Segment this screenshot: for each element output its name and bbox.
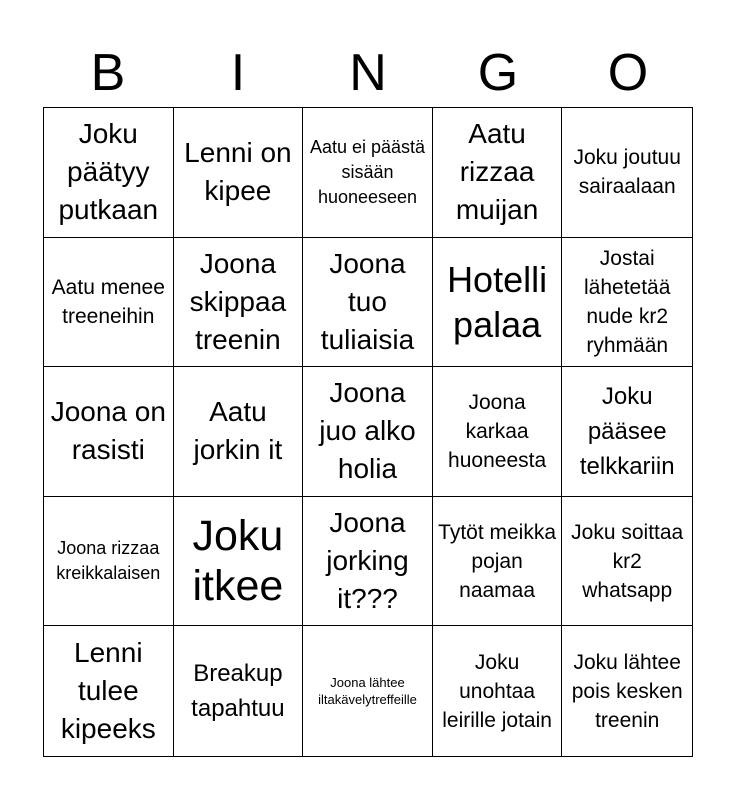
header-letter-g: G — [477, 44, 519, 102]
bingo-cell[interactable] — [44, 238, 174, 368]
cell-text: Joku lähtee pois kesken treenin — [571, 650, 683, 732]
bingo-cell[interactable] — [174, 108, 304, 238]
bingo-cell[interactable] — [562, 238, 692, 368]
bingo-cell[interactable] — [433, 367, 563, 497]
bingo-cell[interactable] — [174, 626, 304, 756]
cell-text: Joku pääsee telkkariin — [579, 382, 675, 480]
cell-text: Tytöt meikka pojan naamaa — [438, 520, 557, 602]
bingo-cell[interactable] — [44, 497, 174, 627]
bingo-cell[interactable] — [562, 367, 692, 497]
cell-text: Joona karkaa huoneesta — [448, 390, 547, 472]
cell-text: Lenni tulee kipeeks — [60, 637, 156, 745]
cell-text: Joku unohtaa leirille jotain — [442, 650, 552, 732]
cell-text: Breakup tapahtuu — [191, 660, 285, 723]
cell-text: Joku itkee — [192, 512, 284, 611]
cell-text: Joona lähtee iltakävelytreffeille — [318, 675, 417, 708]
bingo-cell[interactable] — [303, 497, 433, 627]
cell-text: Lenni on kipee — [184, 137, 292, 207]
header-letter-o: O — [607, 44, 649, 102]
cell-text: Joona rizzaa kreikkalaisen — [56, 538, 161, 584]
bingo-cell[interactable] — [562, 108, 692, 238]
header-letter-i: I — [230, 44, 246, 102]
cell-text: Joona skippaa treenin — [189, 247, 287, 355]
cell-text: Aatu rizzaa muijan — [455, 118, 539, 226]
bingo-cell[interactable] — [44, 626, 174, 756]
header-letter-b: B — [90, 44, 126, 102]
bingo-cell[interactable] — [174, 367, 304, 497]
bingo-cell[interactable] — [44, 367, 174, 497]
bingo-header — [43, 38, 693, 108]
bingo-cell[interactable] — [433, 108, 563, 238]
cell-text: Joku joutuu sairaalaan — [573, 146, 681, 199]
bingo-cell[interactable] — [303, 108, 433, 238]
header-letter-n: N — [349, 44, 387, 102]
bingo-cell[interactable] — [44, 108, 174, 238]
bingo-cell[interactable] — [174, 238, 304, 368]
bingo-cell[interactable] — [303, 238, 433, 368]
cell-text: Joku soittaa kr2 whatsapp — [571, 520, 684, 602]
cell-text: Aatu jorkin it — [193, 396, 283, 466]
bingo-board — [43, 107, 693, 757]
bingo-cell[interactable] — [433, 626, 563, 756]
bingo-cell[interactable] — [562, 626, 692, 756]
bingo-cell[interactable] — [433, 238, 563, 368]
cell-text: Aatu menee treeneihin — [51, 275, 165, 328]
bingo-cell[interactable] — [433, 497, 563, 627]
cell-text: Joona on rasisti — [50, 396, 166, 466]
cell-text: Joku päätyy putkaan — [58, 118, 159, 226]
bingo-cell[interactable] — [303, 367, 433, 497]
cell-text: Joona jorking it??? — [326, 507, 409, 615]
bingo-cell[interactable] — [562, 497, 692, 627]
cell-text: Jostai lähetetää nude kr2 ryhmään — [583, 246, 671, 357]
cell-text: Joona tuo tuliaisia — [320, 247, 415, 355]
cell-text: Hotelli palaa — [447, 258, 548, 345]
bingo-cell[interactable] — [174, 497, 304, 627]
cell-text: Aatu ei päästä sisään huoneeseen — [309, 136, 426, 207]
bingo-cell[interactable] — [303, 626, 433, 756]
cell-text: Joona juo alko holia — [319, 377, 416, 485]
